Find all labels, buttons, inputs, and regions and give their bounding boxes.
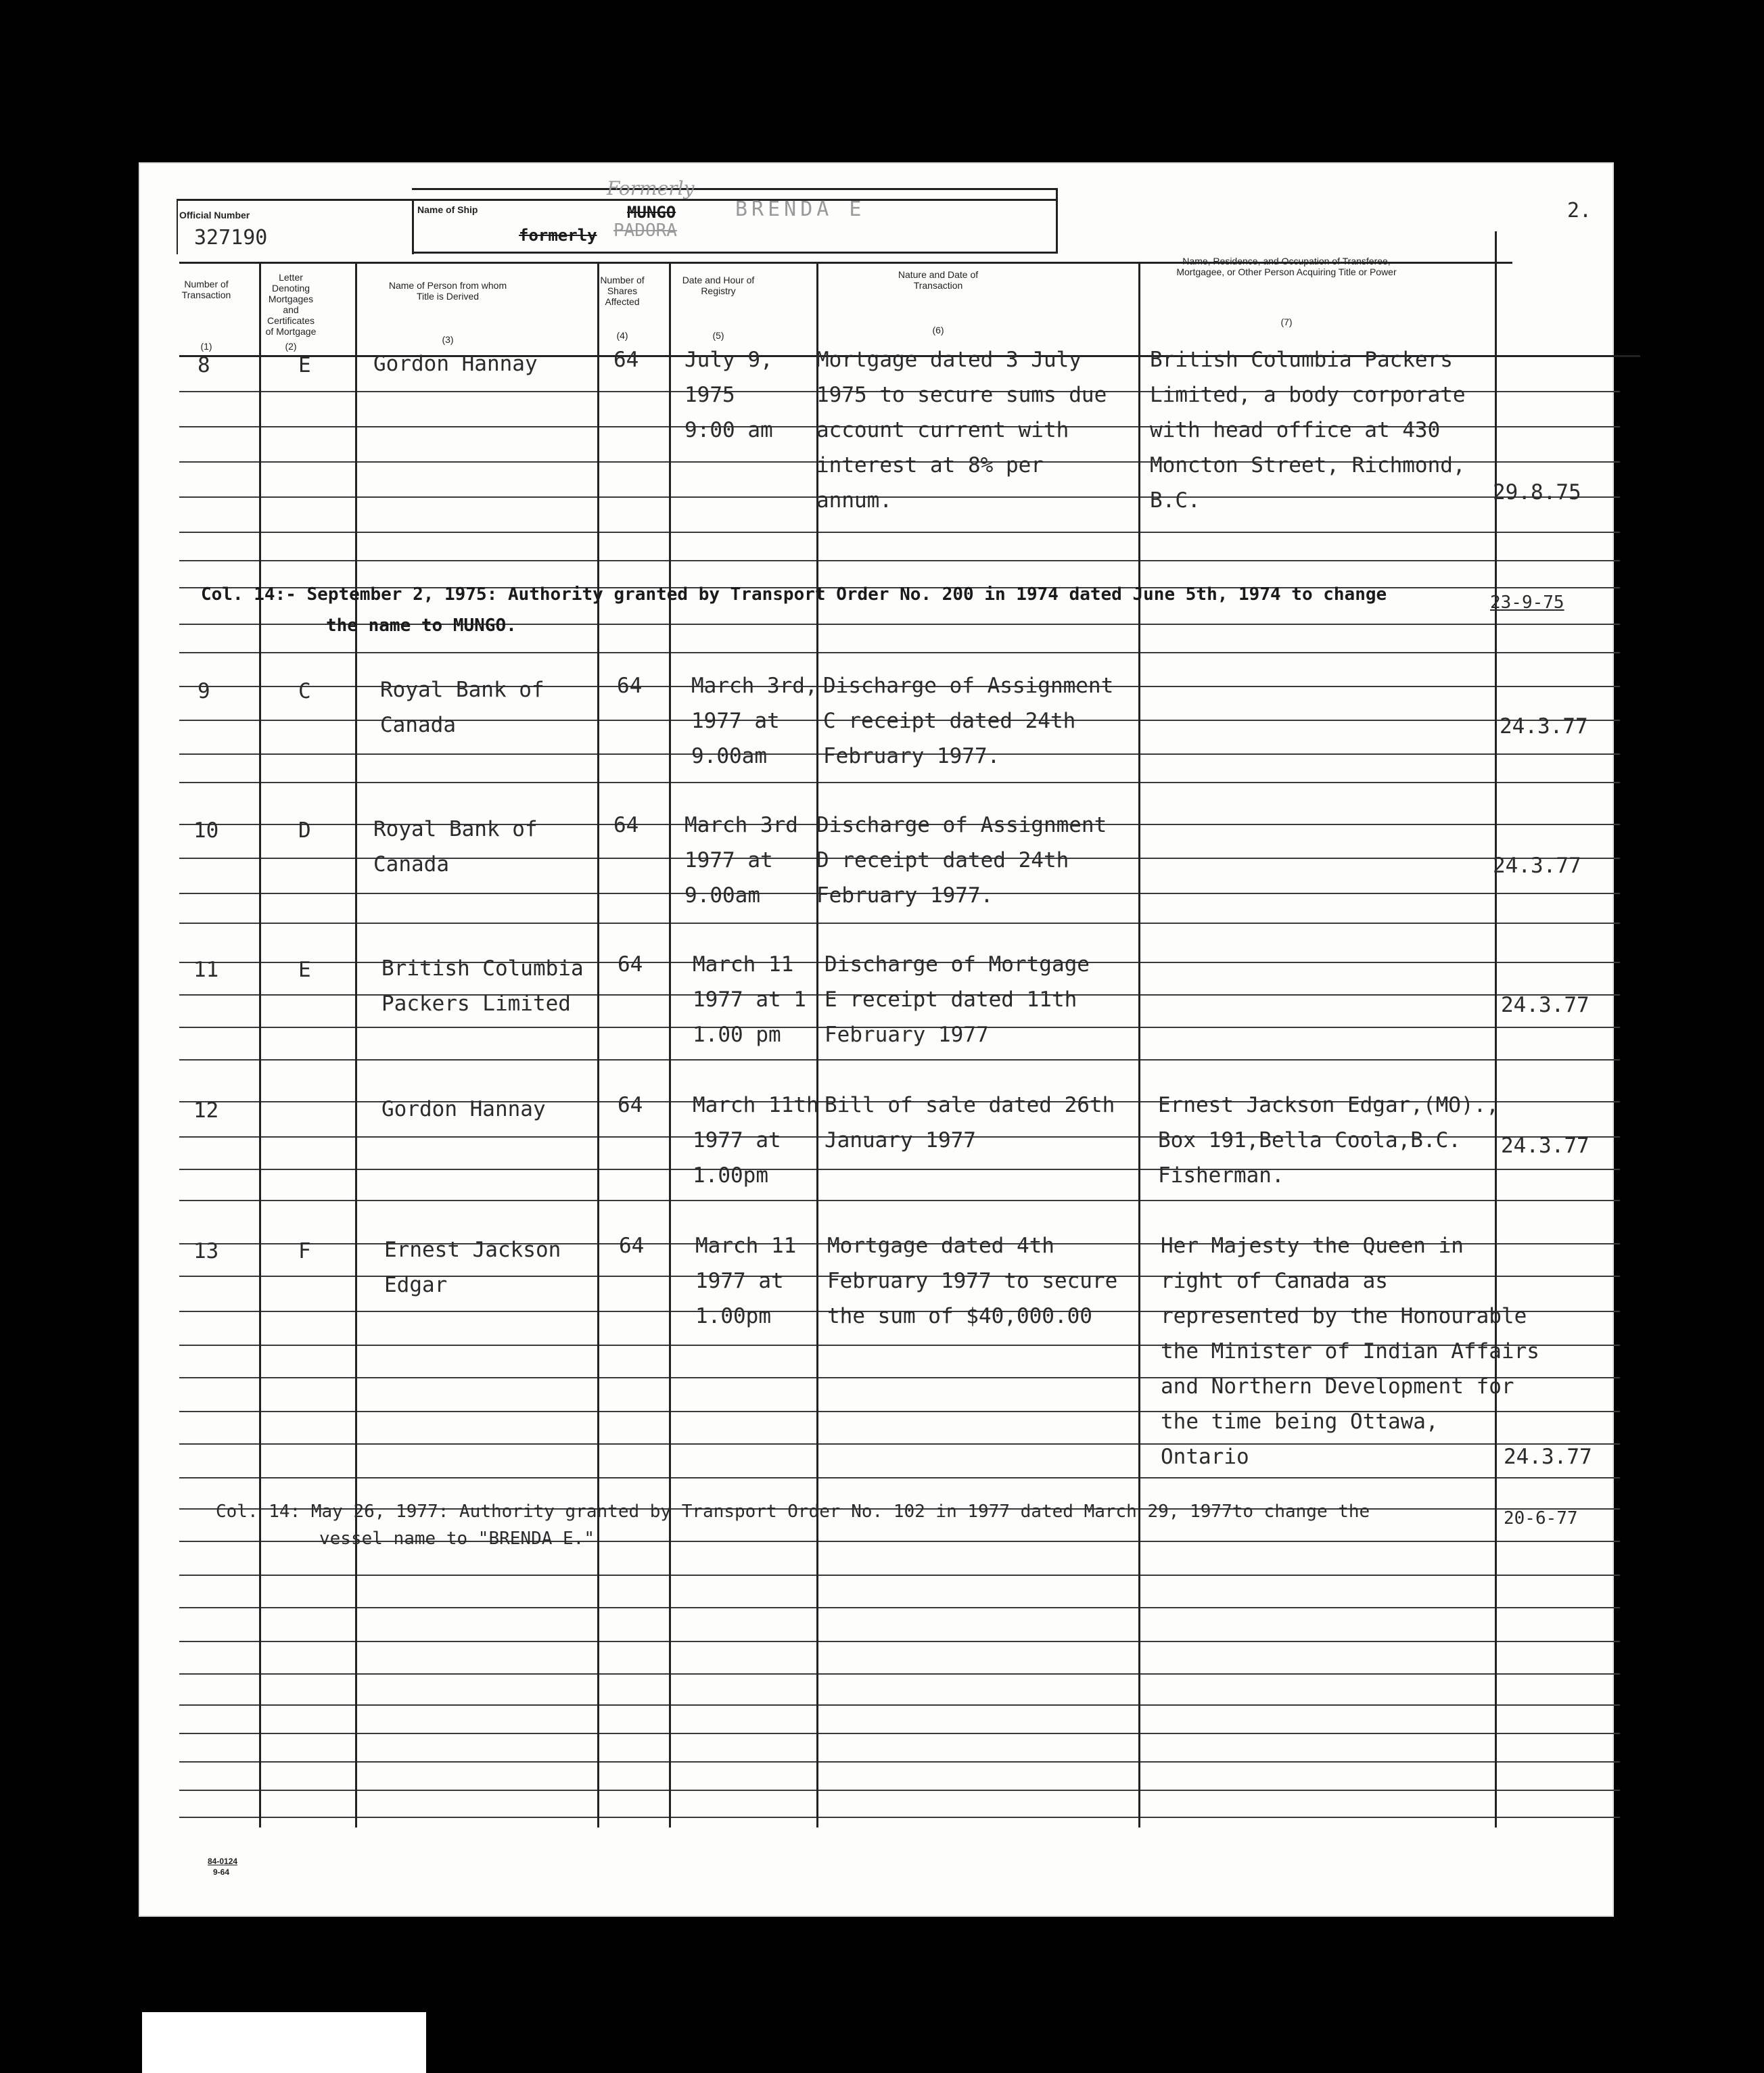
ship-name-struck: MUNGO [627,203,676,222]
entry-nature-line: C receipt dated 24th [823,709,1076,733]
ruled-line [179,1704,1620,1706]
entry-to-line: with head office at 430 [1150,418,1441,442]
entry-from-line: Packers Limited [381,992,571,1016]
entry-date-line: March 11 [695,1234,797,1258]
note-2-line1: Col. 14: May 26, 1977: Authority granted by Transport Order No. 102 in 1977 dated March 29, 1977to change the [216,1501,1370,1522]
entry-to-line: Her Majesty the Queen in [1161,1234,1464,1258]
ruled-line [179,532,1620,533]
col3-header: Name of Person from whom Title is Derived [388,280,507,302]
ruled-line [179,1733,1620,1734]
ship-name-label: Name of Ship [417,204,478,215]
entry-to-line: and Northern Development for [1161,1374,1514,1399]
entry-date-line: 1977 at [684,848,773,872]
col1-num: (1) [200,341,212,352]
column-rule [1495,231,1497,1827]
entry-to-line: B.C. [1150,488,1201,513]
entry-recorded-date: 24.3.77 [1504,1445,1592,1469]
entry-to-line: Moncton Street, Richmond, [1150,453,1466,478]
entry-recorded-date: 24.3.77 [1501,993,1589,1017]
entry-nature-line: Discharge of Mortgage [825,952,1090,977]
entry-nature-line: D receipt dated 24th [816,848,1069,872]
entry-to-line: British Columbia Packers [1150,348,1453,372]
entry-letter: D [298,818,311,843]
ruled-line [179,1673,1620,1675]
entry-from-line: British Columbia [381,956,584,981]
entry-shares: 64 [618,952,643,977]
ship-name-bottom-rule [413,252,1058,254]
ship-name-top-rule [412,188,1057,190]
entry-nature-line: account current with [816,418,1069,442]
ship-name-right-rule [1056,188,1058,253]
entry-to-line: right of Canada as [1161,1269,1388,1293]
col6-num: (6) [932,325,944,335]
entry-nature-line: Mortgage dated 3 July [816,348,1082,372]
entry-from-line: Ernest Jackson [384,1238,561,1262]
official-number-value: 327190 [194,226,268,250]
ruled-line [179,782,1620,783]
col7-num: (7) [1280,317,1293,327]
entry-from-line: Royal Bank of [373,817,538,841]
entry-nature-line: February 1977 to secure [827,1269,1118,1293]
entry-date-line: 9:00 am [684,418,773,442]
entry-to-line: the Minister of Indian Affairs [1161,1339,1539,1364]
entry-date-line: 1.00pm [695,1304,771,1328]
entry-nature-line: Discharge of Assignment [823,674,1114,698]
entry-from-line: Gordon Hannay [373,352,538,376]
entry-from-line: Royal Bank of [380,678,544,702]
entry-nature-line: February 1977. [816,883,994,908]
entry-to-line: the time being Ottawa, [1161,1410,1439,1434]
col5-num: (5) [712,330,724,341]
entry-to-line: represented by the Honourable [1161,1304,1527,1328]
entry-date-line: 9.00am [691,744,767,768]
ruled-line [179,1059,1620,1061]
entry-number: 12 [193,1098,219,1123]
ruled-line [179,1443,1620,1445]
formerly-label: formerly [519,226,597,245]
entry-from-line: Edgar [384,1273,448,1297]
ruled-line [179,652,1620,653]
entry-nature-line: E receipt dated 11th [825,987,1077,1012]
entry-date-line: March 11 [693,952,794,977]
entry-recorded-date: 29.8.75 [1493,480,1581,505]
entry-shares: 64 [618,1093,643,1117]
entry-date-line: 1977 at [695,1269,784,1293]
entry-nature-line: interest at 8% per [816,453,1044,478]
entry-shares: 64 [619,1234,645,1258]
entry-nature-line: February 1977 [825,1023,989,1047]
note-1-line2: the name to MUNGO. [326,615,517,636]
entry-shares: 64 [613,348,639,372]
entry-nature-line: 1975 to secure sums due [816,383,1107,407]
entry-recorded-date: 24.3.77 [1501,1134,1589,1158]
ruled-line [179,1477,1620,1478]
entry-nature-line: Mortgage dated 4th [827,1234,1054,1258]
ruled-line [179,1641,1620,1642]
entry-recorded-date: 24.3.77 [1500,714,1588,739]
page-number: 2. [1567,199,1592,223]
entry-to-line: Limited, a body corporate [1150,383,1466,407]
entry-to-line: Ontario [1161,1445,1249,1469]
ruled-line [179,1607,1620,1608]
col5-header: Date and Hour of Registry [682,275,755,296]
ruled-line [179,923,1620,924]
ruled-line [179,1200,1620,1201]
official-number-label: Official Number [179,210,250,220]
former-name-struck: PADORA [613,220,677,241]
entry-date-line: 1977 at 1 [693,987,806,1012]
col7-header: Name, Residence, and Occupation of Transferee, Mortgagee, or Other Person Acquiring Title or Power [1176,256,1397,277]
entry-to-line: Ernest Jackson Edgar,(MO)., [1158,1093,1499,1117]
entry-date-line: 1977 at [693,1128,781,1152]
film-edge-label [142,2012,426,2073]
entry-letter: E [298,958,311,982]
entry-number: 13 [193,1239,219,1263]
entry-date-line: July 9, [684,348,773,372]
column-rule [1138,262,1140,1827]
entry-from-line: Canada [373,852,449,877]
entry-date-line: March 3rd, [691,674,818,698]
note-2-line2: vessel name to "BRENDA E." [319,1529,595,1549]
col4-num: (4) [616,330,628,341]
entry-to-line: Box 191,Bella Coola,B.C. [1158,1128,1461,1152]
new-name-stamp: BRENDA E [735,197,866,221]
ruled-line [179,496,1620,498]
entry-nature-line: January 1977 [825,1128,976,1152]
entry-nature-line: Bill of sale dated 26th [825,1093,1115,1117]
entry-letter: C [298,679,311,703]
entry-date-line: 1975 [684,383,735,407]
entry-shares: 64 [617,674,643,698]
col2-num: (2) [285,341,297,352]
header-left-rule [177,199,178,254]
entry-date-line: 1977 at [691,709,780,733]
form-code-line1: 84-0124 [208,1857,238,1866]
entry-date-line: 1.00 pm [693,1023,781,1047]
note-1-recorded: 23-9-75 [1490,592,1564,613]
ruled-line [179,1761,1620,1763]
column-rule [259,262,261,1827]
entry-number: 9 [198,679,210,703]
col2-header: Letter Denoting Mortgages and Certificates of Mortgage [265,272,317,337]
entry-to-line: Fisherman. [1158,1163,1284,1188]
column-rule [355,262,357,1827]
ruled-line [179,560,1620,561]
column-rule [669,262,671,1827]
entry-from-line: Gordon Hannay [381,1097,546,1121]
entry-nature-line: Discharge of Assignment [816,813,1107,837]
entry-date-line: 9.00am [684,883,760,908]
formerly-handwritten: Formerly [607,177,695,200]
entry-number: 10 [193,818,219,843]
entry-date-line: March 11th [693,1093,819,1117]
note-2-recorded: 20-6-77 [1504,1508,1578,1529]
header-divider [412,199,414,254]
entry-number: 11 [193,958,219,982]
entry-date-line: March 3rd [684,813,798,837]
ruled-line [179,1817,1620,1818]
entry-date-line: 1.00pm [693,1163,768,1188]
ruled-line [179,1169,1620,1170]
entry-letter: F [298,1239,311,1263]
entry-number: 8 [198,353,210,377]
entry-letter: E [298,353,311,377]
ruled-line [179,1790,1620,1791]
col1-header: Number of Transaction [181,279,231,300]
form-code-line2: 9-64 [213,1867,230,1877]
entry-nature-line: February 1977. [823,744,1000,768]
register-page [140,164,1612,1915]
column-rule [597,262,599,1827]
entry-nature-line: the sum of $40,000.00 [827,1304,1092,1328]
col3-num: (3) [442,334,454,345]
ruled-line [179,1575,1620,1576]
entry-recorded-date: 24.3.77 [1493,854,1581,878]
note-1-line1: Col. 14:- September 2, 1975: Authority granted by Transport Order No. 200 in 1974 dated June 5th, 1974 to change [201,584,1387,605]
entry-nature-line: annum. [816,488,892,513]
entry-shares: 64 [613,813,639,837]
entry-from-line: Canada [380,713,456,737]
col4-header: Number of Shares Affected [600,275,645,307]
col6-header: Nature and Date of Transaction [898,269,979,291]
